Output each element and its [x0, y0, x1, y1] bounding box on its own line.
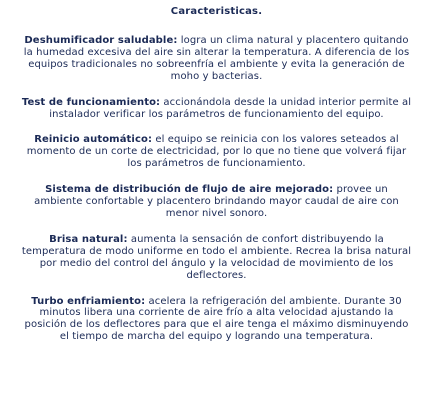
feature-term: Deshumificador saludable: — [24, 35, 178, 46]
feature-term: Test de funcionamiento: — [21, 96, 161, 108]
feature-description: aumenta la sensación de confort distribuyendo la temperatura de modo uniforme en todo el ambiente. Recrea la brisa natural por medio del control del ángulo y la velocidad de movimiento de los deflectores. — [21, 233, 412, 281]
feature-term: Reinicio automático: — [34, 134, 153, 146]
feature-operation-test — [21, 97, 413, 121]
feature-description: logra un clima natural y placentero quitando la humedad excesiva del aire sin alterar la temperatura. A diferencia de los equipos tradicionales no sobreenfría el ambiente y evita la generación de moho y bacterias. — [23, 35, 410, 82]
feature-airflow-distribution — [21, 184, 413, 220]
feature-auto-restart — [21, 134, 413, 170]
feature-term: Turbo enfriamiento: — [31, 295, 146, 307]
feature-natural-breeze — [21, 234, 413, 282]
page-title: Caracteristicas. — [170, 6, 263, 17]
feature-term: Sistema de distribución de flujo de aire mejorado: — [45, 184, 334, 196]
feature-description: accionándola desde la unidad interior permite al instalador verificar los parámetros de funcionamiento del equipo. — [49, 96, 412, 120]
feature-description: el equipo se reinicia con los valores seteados al momento de un corte de electricidad, por lo que no tiene que volverá fijar los parámetros de funcionamiento. — [26, 134, 407, 170]
feature-description: provee un ambiente confortable y placentero brindando mayor caudal de aire con menor nivel sonoro. — [34, 184, 399, 219]
feature-description: acelera la refrigeración del ambiente. Durante 30 minutos libera una corriente de aire frío a alta velocidad ajustando la posición de los deflectores para que el aire tenga el máximo disminuyendo el tiempo de marcha del equipo y logrando una temperatura. — [24, 295, 409, 343]
feature-term: Brisa natural: — [49, 233, 128, 245]
feature-dehumidifier — [21, 35, 413, 83]
feature-turbo-cooling — [21, 296, 413, 344]
